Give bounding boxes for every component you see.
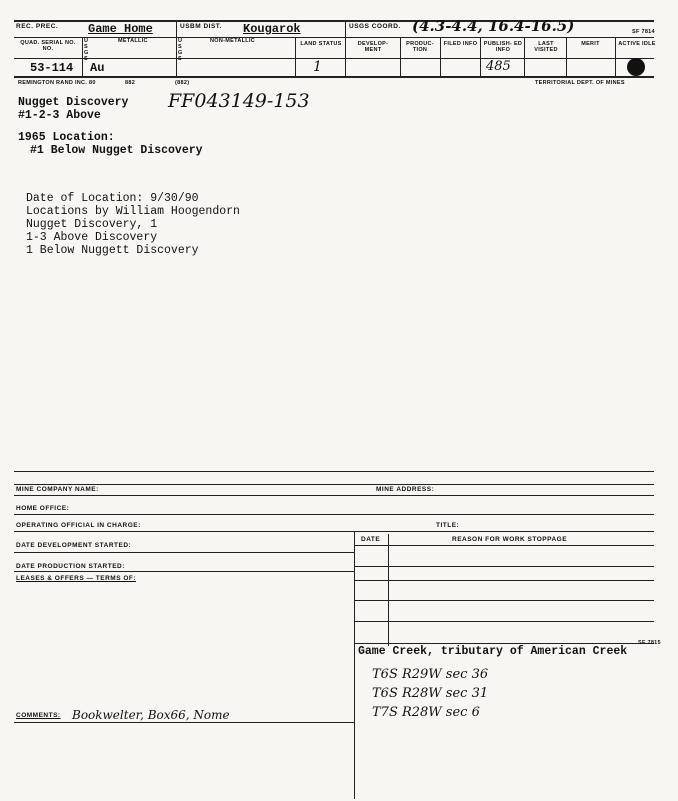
date-prod-started-label: DATE PRODUCTION STARTED: xyxy=(16,563,125,570)
merit-header: MERIT xyxy=(581,41,600,47)
published-info-header: PUBLISH- ED INFO xyxy=(483,41,523,53)
land-status-value: 1 xyxy=(313,59,322,75)
comments-label: COMMENTS: xyxy=(16,712,61,719)
note-line-4: 1-3 Above Discovery xyxy=(26,231,158,244)
rec-prec-value: Game Home xyxy=(88,22,153,36)
title-label: TITLE: xyxy=(436,522,460,529)
note-line-1: Date of Location: 9/30/90 xyxy=(26,192,199,205)
development-header: DEVELOP- MENT xyxy=(357,41,389,53)
mine-address-label: MINE ADDRESS: xyxy=(376,486,435,493)
printer-line: REMINGTON RAND INC. 80 xyxy=(18,80,96,86)
operating-official-label: OPERATING OFFICIAL IN CHARGE: xyxy=(16,522,141,529)
township-line-3: T7S R28W sec 6 xyxy=(372,705,480,720)
usgs-coord-label: USGS COORD. xyxy=(349,23,401,30)
production-header: PRODUC- TION xyxy=(406,41,434,53)
last-visited-header: LAST VISITED xyxy=(534,41,558,53)
location-heading: 1965 Location: xyxy=(18,131,115,144)
filed-info-header: FILED INFO xyxy=(443,41,478,47)
active-status-dot xyxy=(627,58,645,76)
usbm-dist-label: USBM DIST. xyxy=(180,23,222,30)
department-label: TERRITORIAL DEPT. OF MINES xyxy=(535,80,625,86)
printer-code-2: (882) xyxy=(175,80,190,86)
metallic-header: METALLIC xyxy=(118,38,148,44)
note-line-2: Locations by William Hoogendorn xyxy=(26,205,240,218)
comments-value: Bookwelter, Box66, Nome xyxy=(72,708,230,722)
published-info-value: 485 xyxy=(486,59,511,74)
home-office-label: HOME OFFICE: xyxy=(16,505,70,512)
form-number-top: SF 7814 xyxy=(632,29,655,35)
note-line-3: Nugget Discovery, 1 xyxy=(26,218,158,231)
handwritten-id: FF043149-153 xyxy=(168,90,310,112)
reason-column-header: REASON FOR WORK STOPPAGE xyxy=(452,536,568,543)
metallic-value: Au xyxy=(90,61,105,75)
location-box-title: Game Creek, tributary of American Creek xyxy=(358,645,628,658)
usgs-right-header: U S G S xyxy=(178,38,183,62)
leases-label: LEASES & OFFERS — TERMS OF: xyxy=(16,575,137,582)
land-status-header: LAND STATUS xyxy=(300,41,342,47)
quad-serial-header: QUAD. SERIAL NO. NO. xyxy=(20,40,76,52)
location-sub: #1 Below Nugget Discovery xyxy=(30,144,203,157)
township-line-1: T6S R29W sec 36 xyxy=(372,667,489,682)
rec-prec-label: REC. PREC. xyxy=(16,23,59,30)
usgs-left-header: U S G S xyxy=(84,38,89,62)
active-idle-header: ACTIVE IDLE xyxy=(618,41,656,47)
usbm-dist-value: Kougarok xyxy=(243,22,301,36)
township-line-2: T6S R28W sec 31 xyxy=(372,686,489,701)
usgs-coord-value: (4.3-4.4, 16.4-16.5) xyxy=(412,17,575,35)
non-metallic-header: NON-METALLIC xyxy=(210,38,256,44)
quad-serial-value: 53-114 xyxy=(30,61,74,75)
note-line-5: 1 Below Nuggett Discovery xyxy=(26,244,199,257)
date-dev-started-label: DATE DEVELOPMENT STARTED: xyxy=(16,542,132,549)
title-line-2: #1-2-3 Above xyxy=(18,109,101,122)
date-column-header: DATE xyxy=(361,536,381,543)
title-line-1: Nugget Discovery xyxy=(18,96,129,109)
form-number-bottom: SF 7815 xyxy=(638,640,661,646)
printer-code-1: 882 xyxy=(125,80,136,86)
mine-company-name-label: MINE COMPANY NAME: xyxy=(16,486,99,493)
